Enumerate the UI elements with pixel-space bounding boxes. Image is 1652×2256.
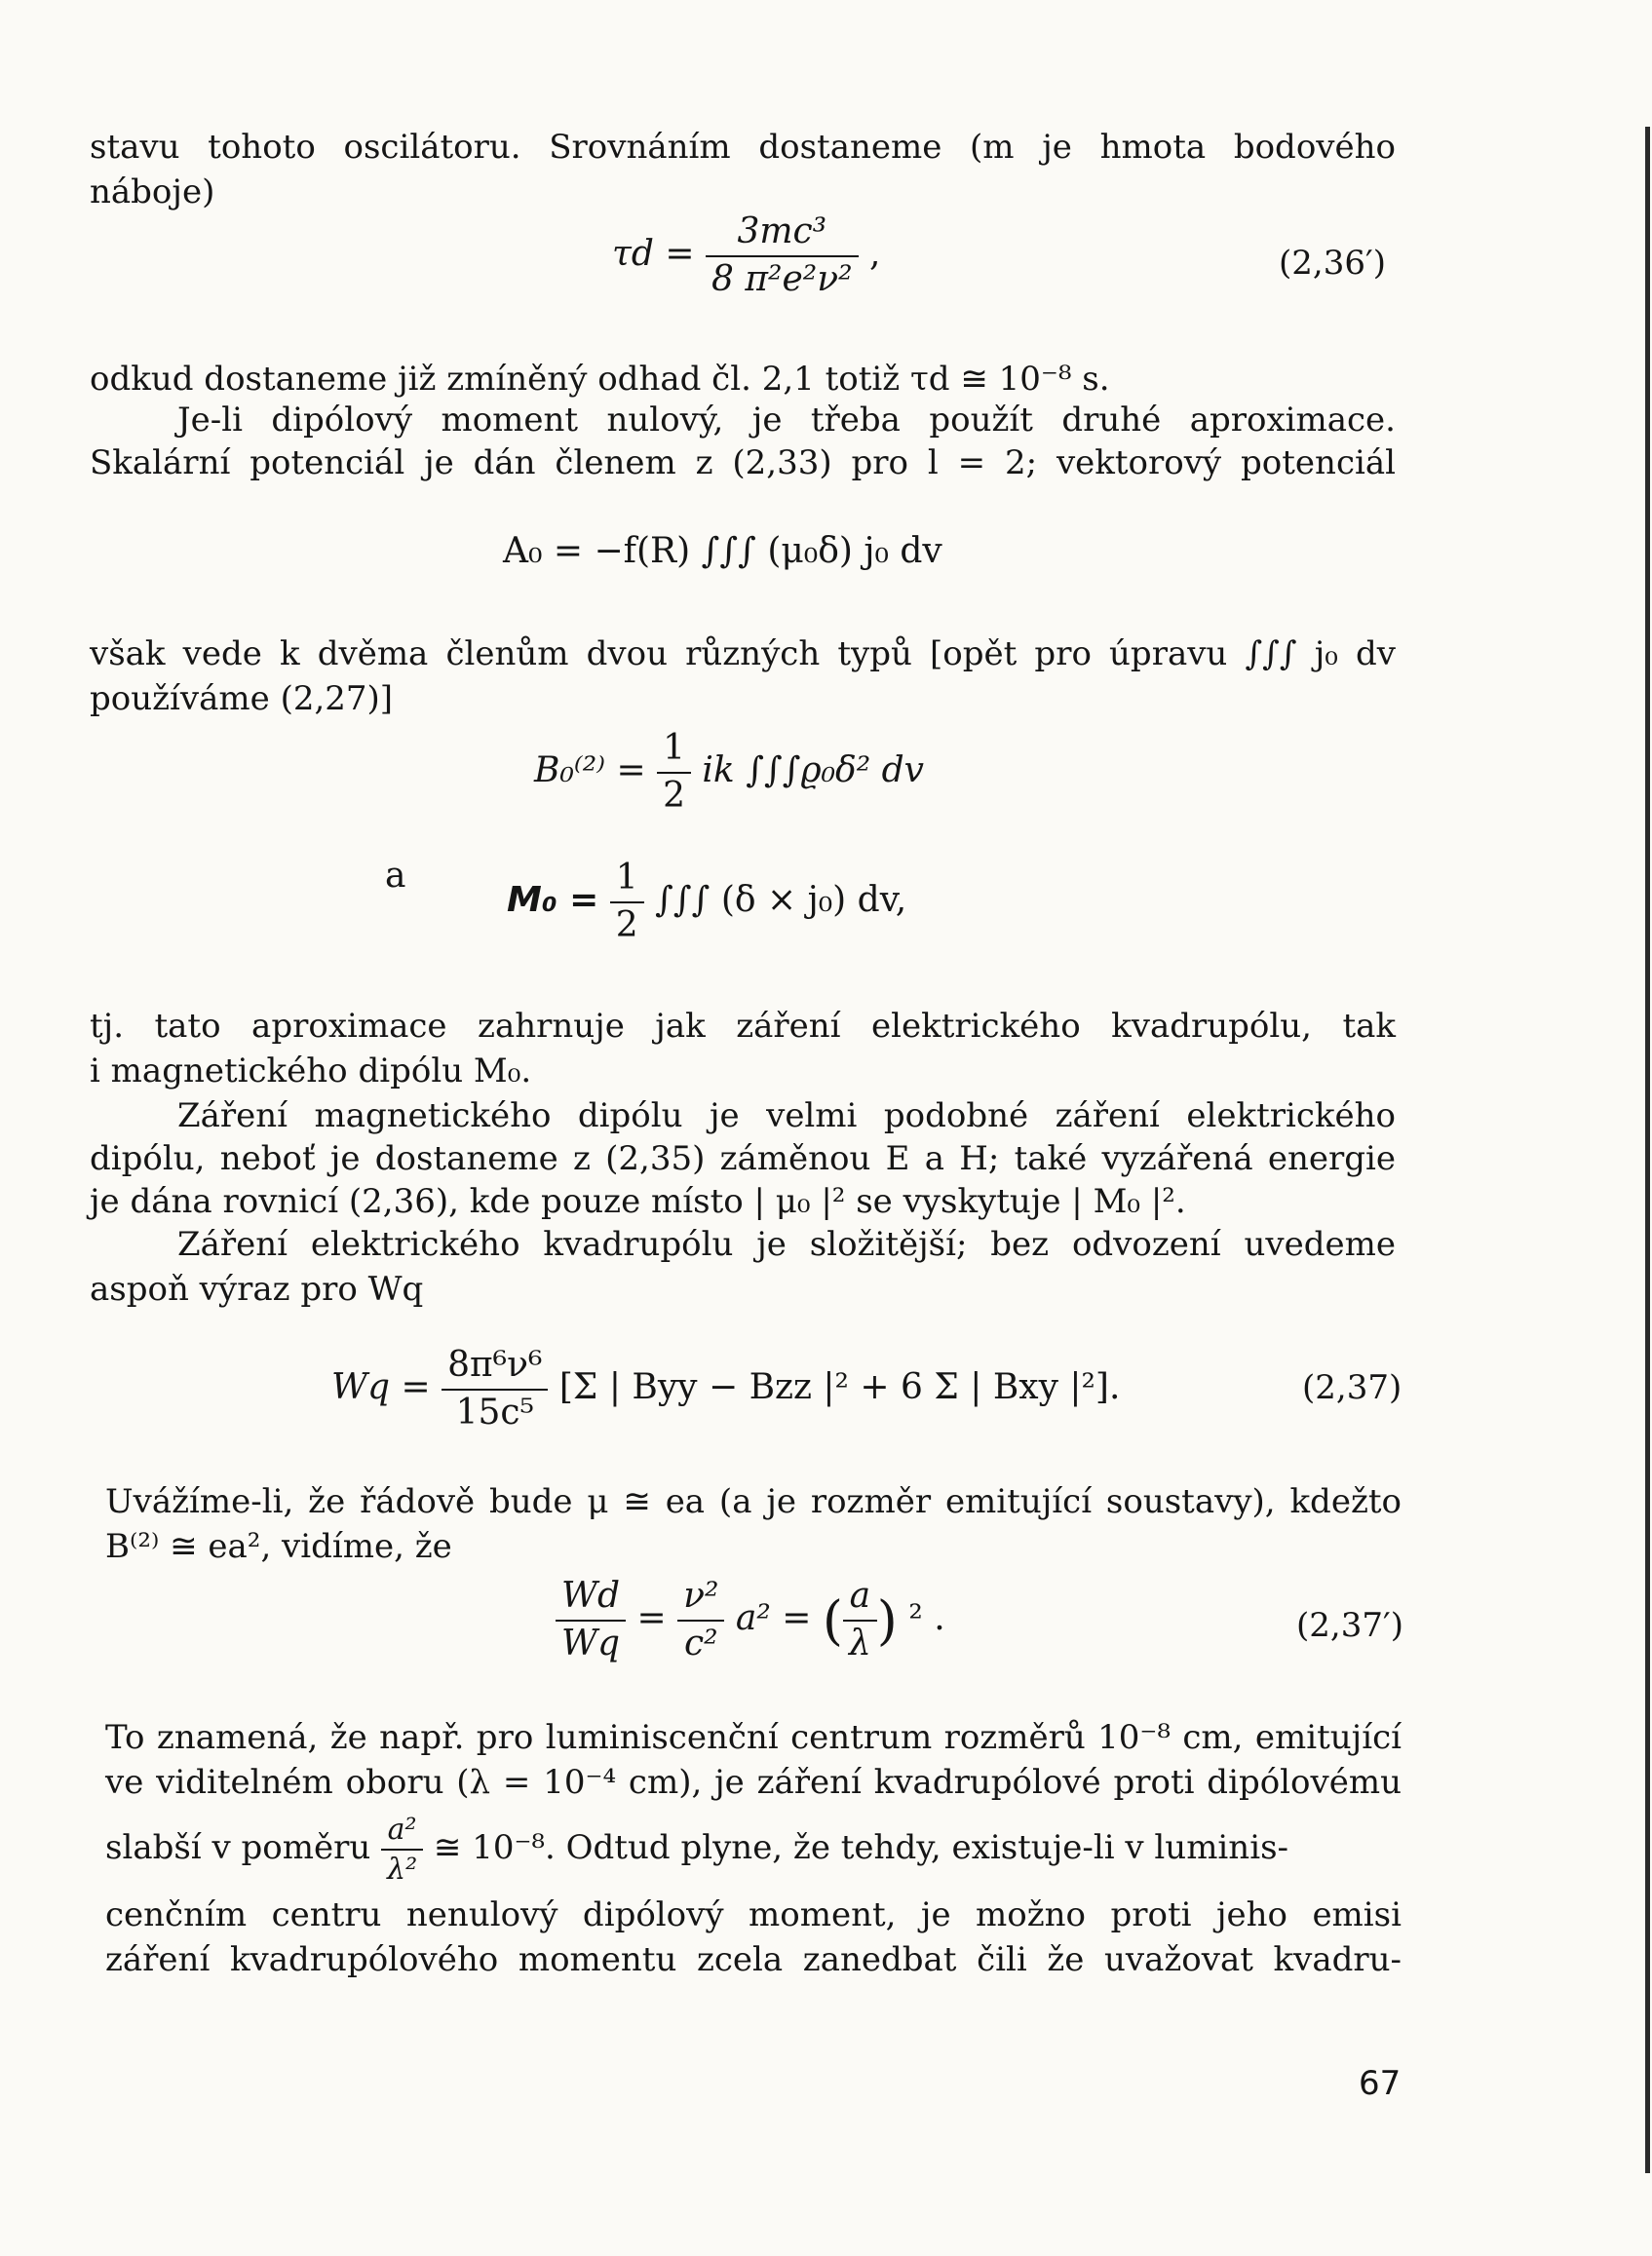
fraction-numerator: 8π⁶ν⁶: [442, 1343, 548, 1391]
fraction-numerator: a: [843, 1574, 877, 1622]
equation-tail: ² .: [908, 1597, 945, 1638]
paragraph-4-line-2: používáme (2,27)]: [90, 679, 394, 718]
fraction-wd-wq: [556, 1574, 626, 1667]
fraction-nu-c: [677, 1574, 724, 1667]
paragraph-3-line-2: Skalární potenciál je dán členem z (2,33) pro l = 2; vektorový potenciál: [90, 443, 1396, 482]
ratio-fraction: [381, 1811, 423, 1889]
equation-2-37-prime: [556, 1574, 945, 1667]
equation-lhs: B₀⁽²⁾ =: [534, 749, 646, 790]
paragraph-4-line-1: však vede k dvěma členům dvou různých typů [opět pro úpravu ∫∫∫ j₀ dv: [90, 634, 1396, 673]
paragraph-7-line-2: aspoň výraz pro Wq: [90, 1270, 424, 1309]
paragraph-2: odkud dostaneme již zmíněný odhad čl. 2,1 totiž τd ≅ 10⁻⁸ s.: [90, 360, 1110, 399]
paragraph-9-line-4: cenčním centru nenulový dipólový moment, je možno proti jeho emisi: [105, 1895, 1402, 1934]
paragraph-6-line-2: dipólu, neboť je dostaneme z (2,35) záměnou E a H; také vyzářená energie: [90, 1139, 1396, 1178]
fraction-denominator: λ²: [387, 1853, 418, 1887]
paragraph-8-line-1: Uvážíme-li, že řádově bude μ ≅ ea (a je rozměr emitující soustavy), kdežto: [105, 1482, 1402, 1521]
left-paren: (: [822, 1589, 843, 1652]
paragraph-6-line-3: je dána rovnicí (2,36), kde pouze místo | μ₀ |² se vyskytuje | M₀ |².: [90, 1182, 1186, 1221]
paragraph-9-line-2: ve viditelném oboru (λ = 10⁻⁴ cm), je záření kvadrupólové proti dipólovému: [105, 1763, 1402, 1802]
equation-number-2-36-prime: (2,36′): [1279, 244, 1386, 283]
page-number: 67: [1359, 2064, 1402, 2103]
fraction-denominator: c²: [683, 1623, 718, 1663]
fraction: [442, 1343, 548, 1436]
paragraph-6-line-1: Záření magnetického dipólu je velmi podobné záření elektrického: [177, 1096, 1396, 1135]
fraction-numerator: 1: [657, 726, 691, 774]
equation-lhs: Wq =: [331, 1366, 431, 1407]
paragraph-9-line-3: [105, 1811, 1411, 1889]
conjunction-a: a: [385, 856, 406, 896]
fraction-denominator: 2: [615, 904, 638, 945]
equation-middle: a² =: [735, 1597, 812, 1638]
equation-lhs: τd =: [612, 233, 695, 274]
fraction-a-lambda: [843, 1574, 877, 1667]
paragraph-8-line-2: B⁽²⁾ ≅ ea², vidíme, že: [105, 1527, 452, 1566]
fraction-numerator: 1: [610, 856, 644, 903]
page-edge-shadow: [1645, 127, 1650, 2173]
equation-2-36-prime: [612, 210, 880, 303]
fraction-denominator: 15c⁵: [455, 1392, 534, 1433]
fraction: [706, 210, 859, 303]
equation-tail: ik ∫∫∫ϱ₀δ² dv: [702, 749, 924, 790]
ratio-label: slabší v poměru: [105, 1828, 371, 1867]
fraction-numerator: 3mc³: [706, 210, 859, 257]
paragraph-1-line-1: stavu tohoto oscilátoru. Srovnáním dostaneme (m je hmota bodového: [90, 128, 1396, 167]
equation-number-2-37-prime: (2,37′): [1296, 1606, 1403, 1645]
equation-vector-potential: [503, 531, 942, 571]
equation-tail: [Σ | Byy − Bzz |² + 6 Σ | Bxy |²].: [558, 1366, 1121, 1407]
fraction-numerator: ν²: [677, 1574, 724, 1622]
equation-body: A₀ = −f(R) ∫∫∫ (μ₀δ) j₀ dv: [503, 531, 942, 571]
paragraph-7-line-1: Záření elektrického kvadrupólu je složitější; bez odvození uvedeme: [177, 1225, 1396, 1264]
equals-sign: =: [636, 1597, 667, 1638]
equation-2-37: [331, 1343, 1120, 1436]
equation-b0: [534, 726, 924, 820]
equation-tail: ,: [868, 233, 881, 274]
paragraph-9-line-5: záření kvadrupólového momentu zcela zanedbat čili že uvažovat kvadru-: [105, 1940, 1402, 1979]
fraction-denominator: 2: [663, 775, 685, 816]
fraction-numerator: Wd: [556, 1574, 626, 1622]
paragraph-5-line-1: tj. tato aproximace zahrnuje jak záření elektrického kvadrupólu, tak: [90, 1007, 1396, 1046]
paragraph-3-line-1: Je-li dipólový moment nulový, je třeba použít druhé aproximace.: [177, 401, 1396, 440]
paragraph-5-line-2: i magnetického dipólu M₀.: [90, 1052, 532, 1090]
paragraph-1-line-2: náboje): [90, 172, 215, 211]
equation-lhs: M₀ =: [507, 879, 599, 920]
fraction: [610, 856, 644, 949]
equation-number-2-37: (2,37): [1302, 1368, 1402, 1407]
fraction-denominator: λ: [848, 1623, 871, 1663]
equation-tail: ∫∫∫ (δ × j₀) dv,: [655, 879, 907, 920]
paragraph-9-line-1: To znamená, že např. pro luminiscenční centrum rozměrů 10⁻⁸ cm, emitující: [105, 1718, 1402, 1757]
fraction: [657, 726, 691, 820]
fraction-numerator: a²: [381, 1811, 423, 1851]
equation-m0: [507, 856, 906, 949]
fraction-denominator: Wq: [561, 1623, 621, 1663]
ratio-tail: ≅ 10⁻⁸. Odtud plyne, že tehdy, existuje-li v luminis-: [433, 1828, 1289, 1867]
right-paren: ): [876, 1589, 898, 1652]
fraction-denominator: 8 π²e²ν²: [711, 258, 853, 299]
